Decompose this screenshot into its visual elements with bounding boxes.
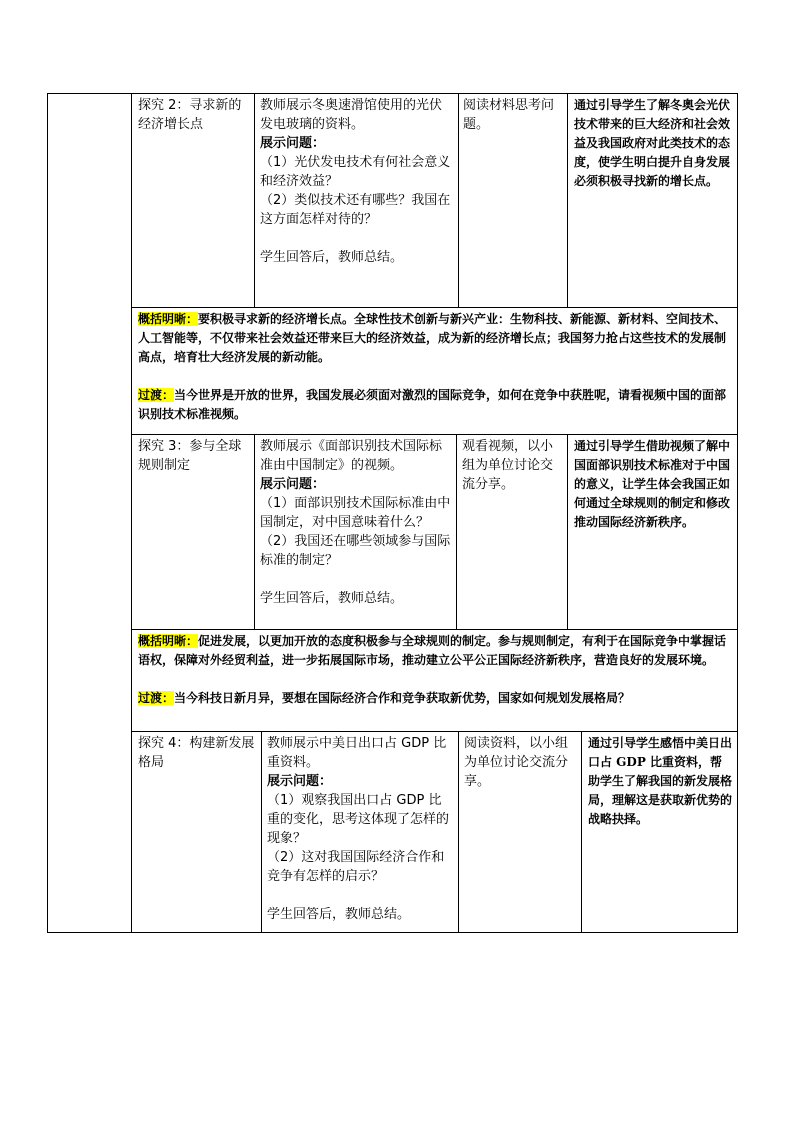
table-rule <box>567 93 568 307</box>
table-rule <box>567 434 568 629</box>
student-activity-cell <box>462 437 563 494</box>
topic-text: 探究 4：构建新发展格局 <box>138 736 255 770</box>
student-activity-text: 观看视频，以小组为单位讨论交流分享。 <box>462 439 554 492</box>
conclusion-paragraph <box>138 632 732 670</box>
teacher-activity-cell <box>267 734 454 924</box>
transition-text: 当今科技日新月异，要想在国际经济合作和竞争获取新优势，国家如何规划发展格局？ <box>174 691 631 705</box>
conclusion-cell <box>138 310 732 424</box>
topic-text: 探究 3：参与全球规则制定 <box>138 439 242 473</box>
design-intent-text: 通过引导学生了解冬奥会光伏技术带来的巨大经济和社会效益及我国政府对此类技术的态度，使学生明白提升自身发展必须积极寻找新的增长点。 <box>574 98 731 188</box>
topic-cell <box>138 96 250 134</box>
teacher-intro: 教师展示《面部识别技术国际标准由中国制定》的视频。 <box>260 439 443 473</box>
question-item: （1）面部识别技术国际标准由中国制定，对中国意味着什么？ <box>260 496 451 530</box>
table-rule <box>458 93 459 307</box>
transition-paragraph <box>138 689 732 708</box>
question-item: （2）这对我国国际经济合作和竞争有怎样的启示？ <box>267 850 445 884</box>
design-intent-cell <box>574 96 732 191</box>
student-activity-text: 阅读资料，以小组为单位讨论交流分享。 <box>464 736 569 789</box>
design-intent-text: 通过引导学生感悟中美日出口占 GDP 比重资料，帮助学生了解我国的新发展格局，理解这是获取新优势的战略抉择。 <box>588 736 733 826</box>
table-rule <box>261 731 262 932</box>
table-rule <box>131 93 132 933</box>
teacher-activity-cell <box>260 96 454 267</box>
summary-text: 学生回答后，教师总结。 <box>260 591 404 606</box>
conclusion-text: 促进发展，以更加开放的态度积极参与全球规则的制定。参与规则制定，有利于在国际竞争中掌握话语权，保障对外经贸利益，进一步拓展国际市场，推动建立公平公正国际经济新秩序，营造良好的发展环境。 <box>138 634 727 667</box>
table-rule <box>254 434 255 629</box>
conclusion-label: 概括明晰： <box>138 634 199 648</box>
transition-text: 当今世界是开放的世界，我国发展必须面对激烈的国际竞争，如何在竞争中获胜呢，请看视频中国的面部识别技术标准视频。 <box>138 388 727 421</box>
table-rule <box>254 93 255 307</box>
topic-text: 探究 2：寻求新的经济增长点 <box>138 98 242 132</box>
student-activity-cell <box>464 734 577 791</box>
questions-label: 展示问题： <box>260 477 326 492</box>
conclusion-paragraph <box>138 310 732 367</box>
design-intent-text: 通过引导学生借助视频了解中国面部识别技术标准对于中国的意义，让学生体会我国正如何通过全球规则的制定和修改推动国际经济新秩序。 <box>574 439 731 529</box>
teacher-activity-cell <box>260 437 452 608</box>
teacher-intro: 教师展示冬奥速滑馆使用的光伏发电玻璃的资料。 <box>260 98 443 132</box>
teacher-intro: 教师展示中美日出口占 GDP 比重资料。 <box>267 736 447 770</box>
table-rule <box>131 307 738 308</box>
table-rule <box>131 629 738 630</box>
table-rule <box>131 434 738 435</box>
table-rule <box>47 93 738 94</box>
summary-text: 学生回答后，教师总结。 <box>260 250 404 265</box>
table-rule <box>47 932 738 933</box>
topic-cell <box>138 437 250 475</box>
questions-label: 展示问题： <box>260 136 326 151</box>
transition-label: 过渡： <box>138 691 175 705</box>
table-rule <box>456 434 457 629</box>
transition-paragraph <box>138 386 732 424</box>
design-intent-cell <box>574 437 732 532</box>
questions-label: 展示问题： <box>267 774 333 789</box>
table-rule <box>458 731 459 932</box>
table-rule <box>47 93 48 933</box>
summary-text: 学生回答后，教师总结。 <box>267 907 411 922</box>
conclusion-cell <box>138 632 732 708</box>
student-activity-text: 阅读材料思考问题。 <box>463 98 555 132</box>
conclusion-text: 要积极寻求新的经济增长点。全球性技术创新与新兴产业：生物科技、新能源、新材料、空间技术、人工智能等，不仅带来社会效益还带来巨大的经济效益，成为新的经济增长点；我国努力抢占这些技术的发展制高点，培育壮大经济发展的新动能。 <box>138 312 727 364</box>
student-activity-cell <box>463 96 563 134</box>
table-rule <box>737 93 738 933</box>
question-item: （2）类似技术还有哪些？我国在这方面怎样对待的？ <box>260 193 451 227</box>
table-rule <box>581 731 582 932</box>
design-intent-cell <box>588 734 732 829</box>
question-item: （1）观察我国出口占 GDP 比重的变化，思考这体现了怎样的现象？ <box>267 793 450 846</box>
topic-cell <box>138 734 257 772</box>
table-rule <box>131 731 738 732</box>
conclusion-label: 概括明晰： <box>138 312 199 326</box>
transition-label: 过渡： <box>138 388 175 402</box>
question-item: （2）我国还在哪些领域参与国际标准的制定？ <box>260 534 451 568</box>
question-item: （1）光伏发电技术有何社会意义和经济效益？ <box>260 155 451 189</box>
